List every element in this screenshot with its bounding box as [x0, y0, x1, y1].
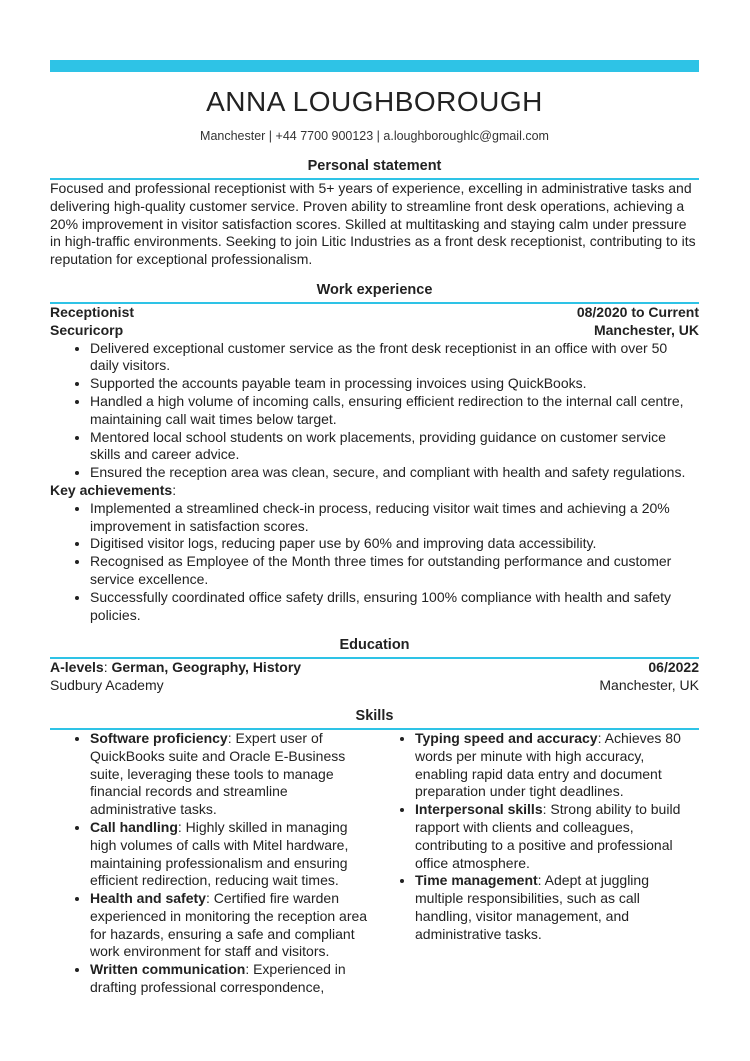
- skills-list-left: [50, 730, 373, 997]
- skills-columns: [50, 730, 699, 997]
- skill-item: [90, 819, 373, 890]
- skill-description: : Highly skilled in managing high volumes of calls with Mitel hardware, maintaining professionalism and ensuring efficient redirection, reducing wait times.: [90, 818, 349, 889]
- section-title-work-experience: Work experience: [316, 281, 433, 298]
- skill-name: Written communication: [90, 961, 246, 978]
- top-accent-bar: [50, 60, 699, 72]
- education-section: [50, 636, 699, 695]
- list-item: • Recognised as Employee of the Month three times for outstanding performance and customer service excellence.: [90, 553, 699, 589]
- skill-item: [415, 872, 699, 943]
- skill-description: : Adept at juggling multiple responsibilities, such as call handling, visitor management, and administrative tasks.: [415, 872, 649, 942]
- skill-name: Health and safety: [90, 890, 206, 907]
- skill-item: [90, 730, 373, 819]
- education-date: 06/2022: [648, 659, 699, 676]
- skill-name: Time management: [415, 872, 538, 889]
- work-experience-section: [50, 281, 699, 624]
- personal-statement-section: [50, 157, 699, 269]
- key-achievements-colon: :: [172, 481, 177, 498]
- skill-name: Call handling: [90, 818, 178, 835]
- section-title-skills: Skills: [355, 707, 394, 724]
- list-item: • Digitised visitor logs, reducing paper use by 60% and improving data accessibility.: [90, 535, 699, 553]
- skill-description: : Experienced in drafting professional correspondence,: [90, 961, 346, 996]
- candidate-name: ANNA LOUGHBOROUGH: [206, 86, 543, 117]
- job-dates: 08/2020 to Current: [576, 303, 699, 320]
- list-item: • Delivered exceptional customer service as the front desk receptionist in an office with over 50 daily visitors.: [90, 340, 699, 376]
- qualification-subjects: German, Geography, History: [111, 659, 302, 676]
- contact-line: Manchester | +44 7700 900123 | a.loughboroughlc@gmail.com: [200, 129, 549, 143]
- list-item: • Successfully coordinated office safety drills, ensuring 100% compliance with health and safety policies.: [90, 589, 699, 625]
- skill-name: Interpersonal skills: [415, 801, 543, 818]
- school-location: Manchester, UK: [599, 677, 699, 694]
- job-location: Manchester, UK: [593, 321, 699, 338]
- achievements-list: [50, 500, 699, 625]
- list-item: • Mentored local school students on work placements, providing guidance on customer service skills and career advice.: [90, 429, 699, 465]
- list-item: • Ensured the reception area was clean, secure, and compliant with health and safety regulations.: [90, 464, 699, 482]
- education-qualification-line: [50, 659, 301, 677]
- section-title-personal-statement: Personal statement: [307, 158, 442, 174]
- skill-item: [90, 961, 373, 997]
- job-duties-list: [50, 340, 699, 482]
- education-school-row: [50, 677, 699, 695]
- school-name: Sudbury Academy: [50, 677, 164, 694]
- job-company: Securicorp: [50, 321, 124, 338]
- section-title-education: Education: [339, 637, 410, 654]
- skill-item: [415, 730, 699, 801]
- list-item: • Handled a high volume of incoming calls, ensuring efficient redirection to the internal call centre, maintaining call wait times below target.: [90, 393, 699, 429]
- job-employer-row: [50, 322, 699, 340]
- list-item: • Implemented a streamlined check-in process, reducing visitor wait times and achieving a 20% improvement in satisfaction scores.: [90, 500, 699, 536]
- job-header-row: [50, 304, 699, 322]
- skill-item: [415, 801, 699, 872]
- list-item: • Supported the accounts payable team in processing invoices using QuickBooks.: [90, 375, 699, 393]
- skills-list-right: [375, 730, 699, 997]
- skill-item: [90, 890, 373, 961]
- key-achievements-heading: [50, 482, 699, 500]
- skill-name: Software proficiency: [90, 729, 228, 746]
- qualification-name: A-levels: [50, 659, 104, 676]
- key-achievements-label: Key achievements: [50, 481, 173, 498]
- qualification-separator: :: [103, 659, 112, 676]
- personal-statement-text: Focused and professional receptionist with 5+ years of experience, excelling in administrative tasks and delivering high-quality customer service. Proven ability to streamline front desk operations, achieving a 20% improvement in visitor satisfaction scores. Skilled at multitasking and staying calm under pressure in high-traffic environments. Seeking to join Litic Industries as a front desk receptionist, contributing to its reputation for exceptional professionalism.: [50, 180, 696, 268]
- skills-section: [50, 707, 699, 997]
- skill-description: : Certified fire warden experienced in monitoring the reception area for hazards, ensuring a safe and compliant work environment for staff and visitors.: [90, 890, 368, 960]
- job-title: Receptionist: [50, 303, 135, 320]
- skill-description: : Expert user of QuickBooks suite and Oracle E-Business suite, leveraging these tools to manage financial records and streamline administrative tasks.: [90, 729, 346, 818]
- skill-description: : Achieves 80 words per minute with high accuracy, enabling rapid data entry and document preparation under tight deadlines.: [415, 729, 681, 800]
- skill-name: Typing speed and accuracy: [415, 729, 598, 746]
- skill-description: : Strong ability to build rapport with clients and colleagues, contributing to a positive and professional office atmosphere.: [415, 801, 681, 871]
- resume-page: [50, 60, 699, 997]
- education-header-row: [50, 659, 699, 677]
